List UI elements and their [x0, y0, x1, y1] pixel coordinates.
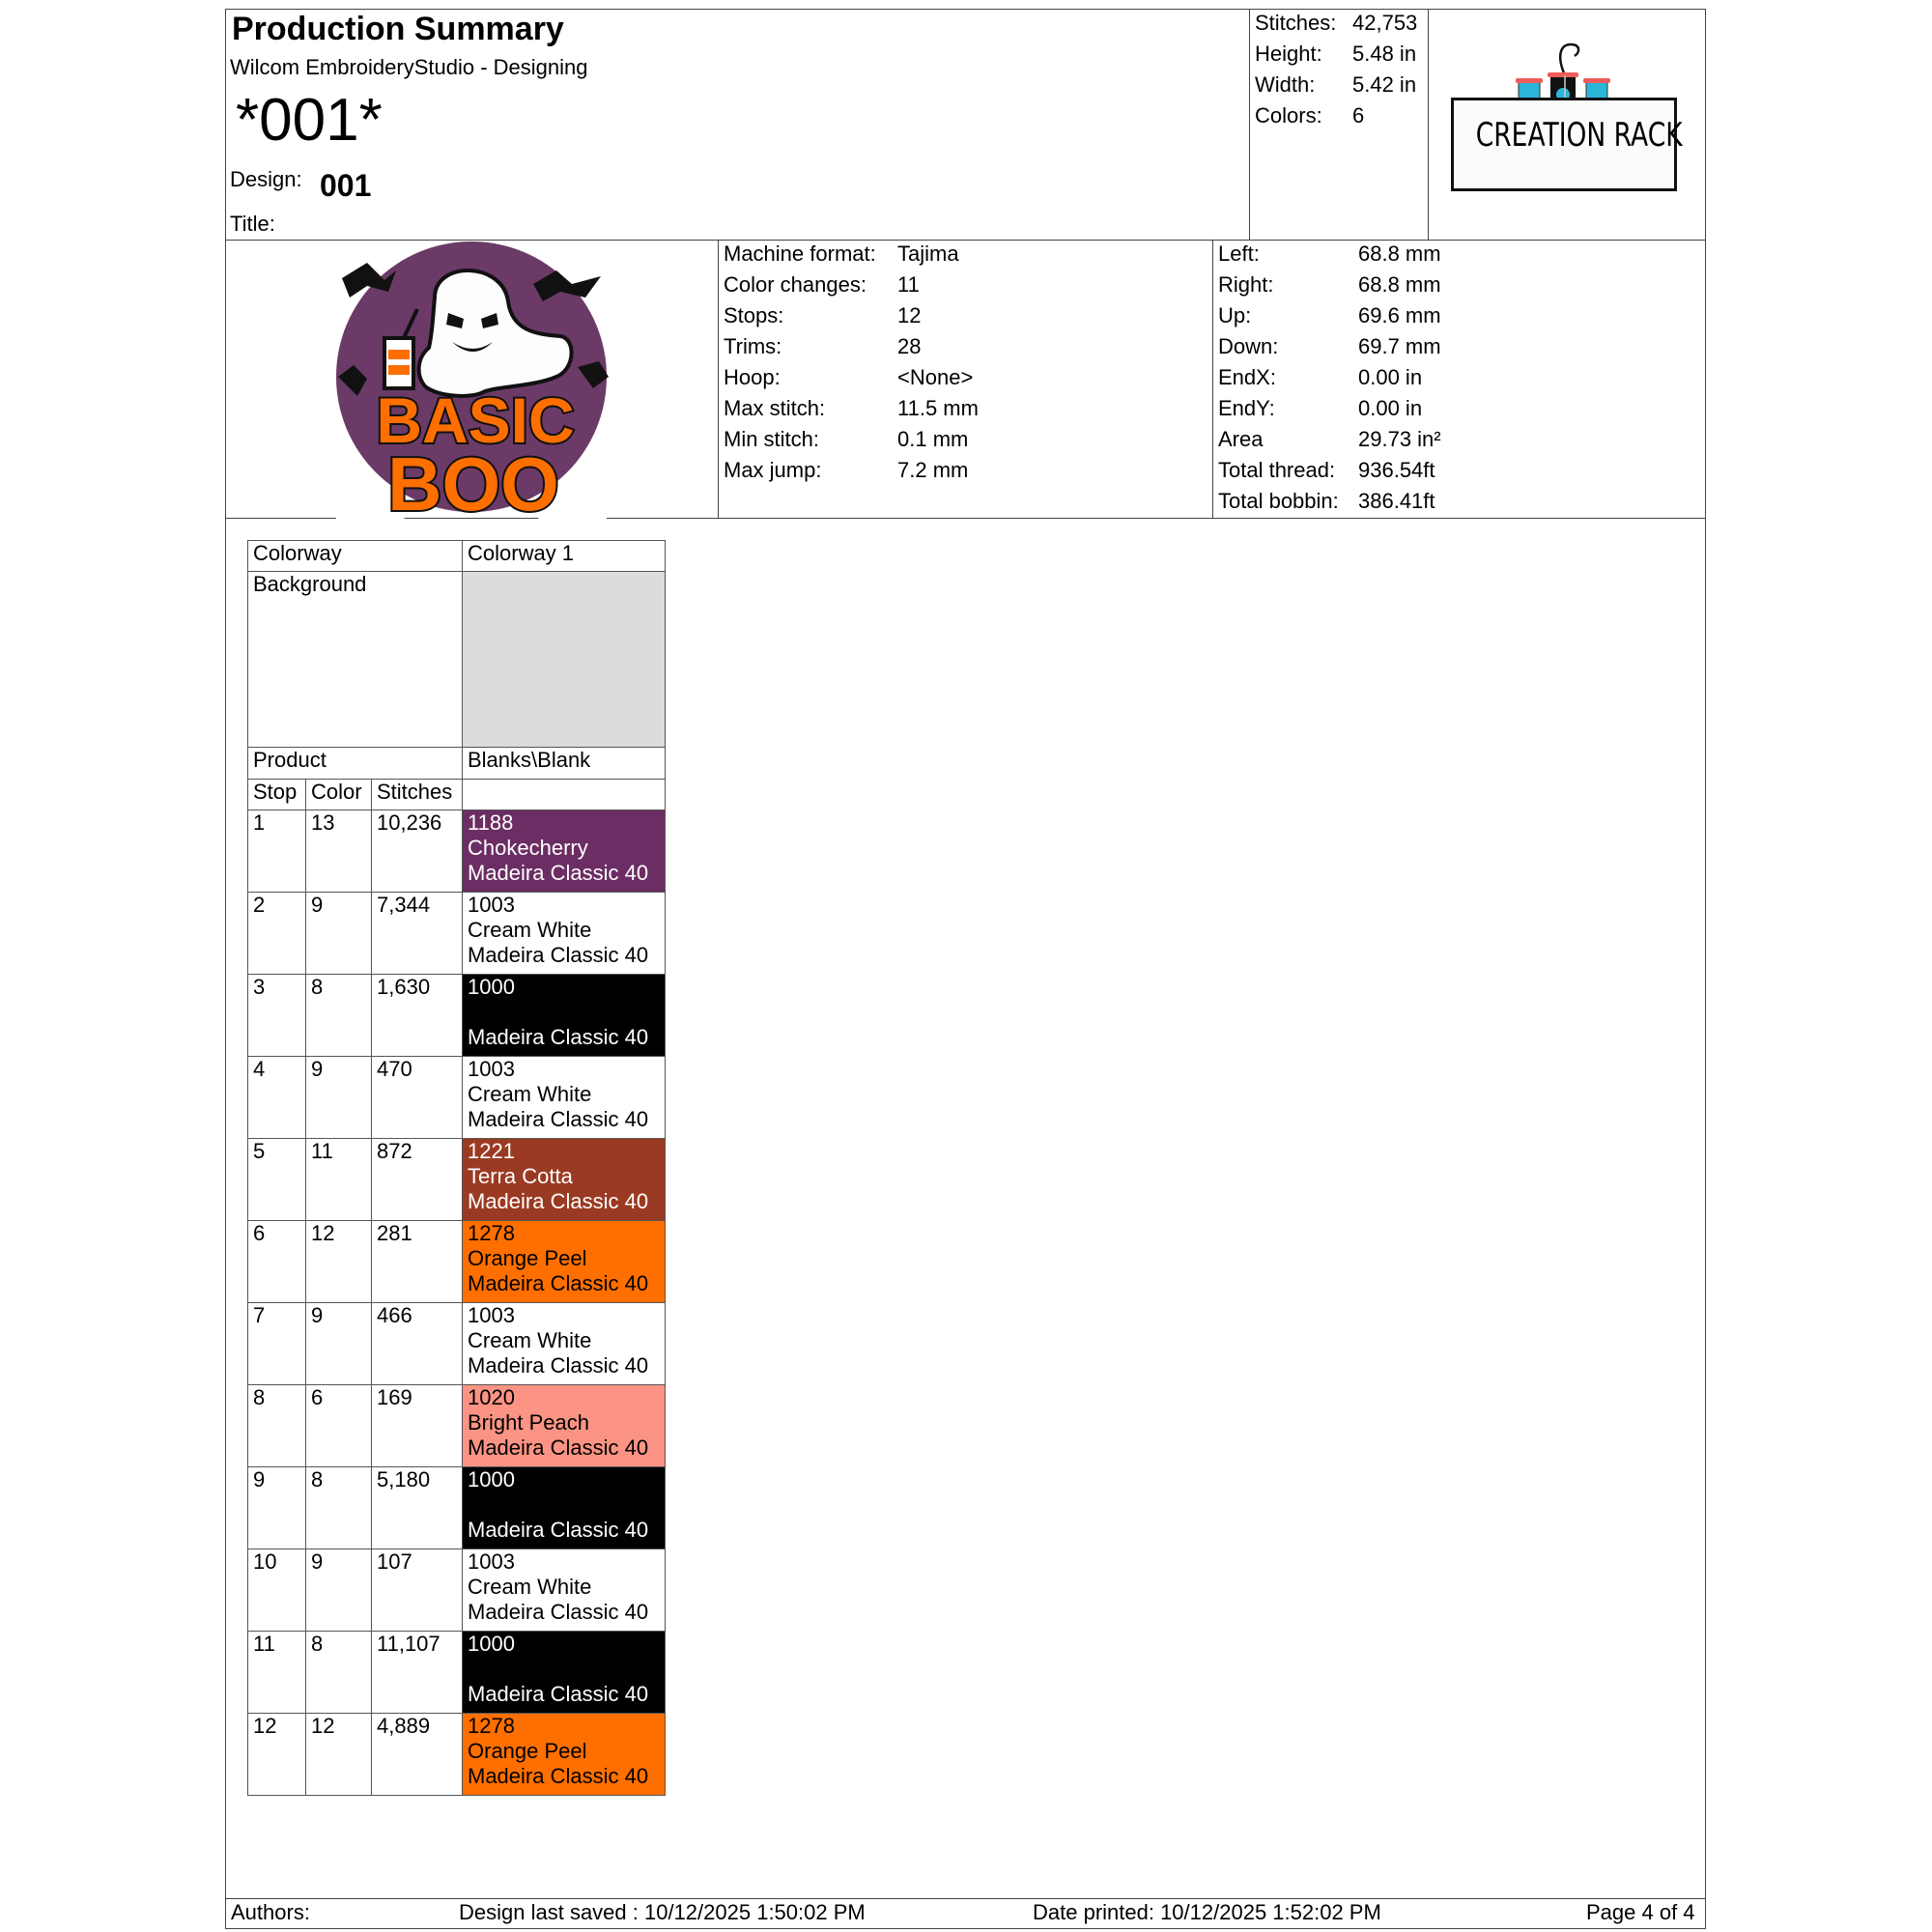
stat-label: Width:: [1255, 72, 1316, 97]
thread-color: 13: [306, 810, 372, 893]
thread-stop: 6: [248, 1221, 306, 1303]
extent-label: Right:: [1218, 272, 1274, 297]
thread-brand: Madeira Classic 40: [468, 943, 649, 967]
machine-info-label: Hoop:: [724, 365, 781, 389]
thread-swatch: [463, 1385, 666, 1467]
design-text-line2: BOO: [387, 441, 559, 522]
extent-value: 29.73 in²: [1358, 427, 1441, 451]
thread-brand: Madeira Classic 40: [468, 1025, 649, 1049]
thread-swatch: [463, 975, 666, 1057]
thread-brand: Madeira Classic 40: [468, 1189, 649, 1213]
background-swatch: [463, 572, 666, 748]
thread-name: Orange Peel: [468, 1739, 587, 1763]
stat-label: Colors:: [1255, 103, 1322, 128]
thread-row: [248, 1714, 666, 1796]
file-name: *001*: [236, 87, 383, 154]
col-stop-header: Stop: [248, 780, 306, 810]
thread-swatch: [463, 1714, 666, 1796]
machine-info-label: Machine format:: [724, 242, 876, 266]
thread-row: [248, 893, 666, 975]
thread-name: [468, 1492, 660, 1518]
stat-value: 5.42 in: [1352, 72, 1417, 97]
stat-value: 42,753: [1352, 11, 1418, 35]
thread-stop: 8: [248, 1385, 306, 1467]
footer-last-saved: Design last saved : 10/12/2025 1:50:02 PM: [459, 1900, 866, 1924]
thread-brand: Madeira Classic 40: [468, 1353, 649, 1378]
thread-color: 8: [306, 975, 372, 1057]
extent-value: 0.00 in: [1358, 365, 1423, 389]
thread-stitches: 466: [372, 1303, 463, 1385]
thread-row: [248, 1221, 666, 1303]
thread-color: 9: [306, 1549, 372, 1632]
thread-stop: 1: [248, 810, 306, 893]
thread-code: 1000: [468, 1632, 515, 1656]
thread-stop: 5: [248, 1139, 306, 1221]
machine-info-label: Max stitch:: [724, 396, 826, 420]
extent-value: 0.00 in: [1358, 396, 1423, 420]
thread-stitches: 107: [372, 1549, 463, 1632]
brand-logo-text: CREATION RACK: [1475, 116, 1683, 155]
thread-swatch: [463, 1467, 666, 1549]
thread-name: Cream White: [468, 1575, 592, 1599]
extent-value: 936.54ft: [1358, 458, 1435, 482]
design-label: Design:: [230, 167, 302, 191]
machine-info-value: 28: [897, 334, 922, 358]
thread-stop: 11: [248, 1632, 306, 1714]
product-label: Product: [248, 748, 463, 780]
colorway-name: Colorway 1: [463, 541, 666, 572]
machine-info-value: 12: [897, 303, 922, 327]
thread-row: [248, 1632, 666, 1714]
thread-color: 12: [306, 1714, 372, 1796]
thread-stop: 4: [248, 1057, 306, 1139]
extent-label: Up:: [1218, 303, 1252, 327]
thread-color: 9: [306, 1303, 372, 1385]
machine-info-value: <None>: [897, 365, 974, 389]
thread-stop: 12: [248, 1714, 306, 1796]
extent-label: Area: [1218, 427, 1264, 451]
extent-label: Down:: [1218, 334, 1279, 358]
machine-info-value: 0.1 mm: [897, 427, 969, 451]
thread-name: Terra Cotta: [468, 1164, 573, 1188]
thread-swatch: [463, 1139, 666, 1221]
thread-row: [248, 1303, 666, 1385]
thread-brand: Madeira Classic 40: [468, 1764, 649, 1788]
ghost-design-icon: [328, 242, 618, 522]
machine-info-value: 11.5 mm: [897, 396, 979, 420]
thread-stitches: 4,889: [372, 1714, 463, 1796]
thread-row: [248, 1057, 666, 1139]
report-title: Production Summary: [232, 11, 564, 47]
col-thread-header: [463, 780, 666, 810]
brand-logo: [1451, 39, 1683, 193]
thread-code: 1000: [468, 1467, 515, 1492]
thread-brand: Madeira Classic 40: [468, 1600, 649, 1624]
thread-stitches: 281: [372, 1221, 463, 1303]
thread-color: 8: [306, 1467, 372, 1549]
machine-info-value: 11: [897, 272, 920, 297]
thread-stitches: 5,180: [372, 1467, 463, 1549]
machine-info-value: 7.2 mm: [897, 458, 969, 482]
thread-stop: 7: [248, 1303, 306, 1385]
machine-info-label: Stops:: [724, 303, 784, 327]
thread-name: Cream White: [468, 1328, 592, 1352]
thread-code: 1003: [468, 1549, 515, 1574]
thread-stitches: 10,236: [372, 810, 463, 893]
footer-authors: Authors:: [231, 1900, 310, 1924]
background-row: [248, 572, 666, 748]
thread-stop: 3: [248, 975, 306, 1057]
stat-value: 5.48 in: [1352, 42, 1417, 66]
software-subtitle: Wilcom EmbroideryStudio - Designing: [230, 55, 588, 79]
thread-name: [468, 1657, 660, 1682]
stat-label: Stitches:: [1255, 11, 1337, 35]
machine-info-label: Max jump:: [724, 458, 822, 482]
thread-stitches: 1,630: [372, 975, 463, 1057]
thread-color: 12: [306, 1221, 372, 1303]
thread-stitches: 11,107: [372, 1632, 463, 1714]
extent-value: 68.8 mm: [1358, 272, 1441, 297]
thread-name: Bright Peach: [468, 1410, 589, 1435]
column-header-row: [248, 780, 666, 810]
thread-stitches: 7,344: [372, 893, 463, 975]
thread-row: [248, 1549, 666, 1632]
thread-name: Cream White: [468, 1082, 592, 1106]
col-color-header: Color: [306, 780, 372, 810]
thread-name: Chokecherry: [468, 836, 588, 860]
header-divider: [225, 240, 1706, 241]
thread-name: [468, 1000, 660, 1025]
thread-code: 1278: [468, 1714, 515, 1738]
thread-code: 1003: [468, 1057, 515, 1081]
thread-color: 9: [306, 1057, 372, 1139]
thread-color: 9: [306, 893, 372, 975]
design-value: 001: [320, 168, 372, 203]
thread-brand: Madeira Classic 40: [468, 1107, 649, 1131]
stats-divider: [1249, 9, 1250, 240]
extent-label: Total thread:: [1218, 458, 1336, 482]
thread-swatch: [463, 1632, 666, 1714]
machine-info-label: Trims:: [724, 334, 782, 358]
design-preview: [328, 242, 618, 522]
thread-code: 1003: [468, 893, 515, 917]
extent-value: 386.41ft: [1358, 489, 1435, 513]
thread-row: [248, 1385, 666, 1467]
footer-page-number: Page 4 of 4: [1586, 1900, 1695, 1924]
colorway-label: Colorway: [248, 541, 463, 572]
design-text-line1: BASIC: [376, 384, 575, 456]
extents-divider: [1212, 240, 1213, 518]
machine-info-label: Color changes:: [724, 272, 867, 297]
product-row: [248, 748, 666, 780]
extent-label: EndY:: [1218, 396, 1275, 420]
thread-code: 1278: [468, 1221, 515, 1245]
thread-name: Orange Peel: [468, 1246, 587, 1270]
thread-brand: Madeira Classic 40: [468, 1435, 649, 1460]
thread-code: 1003: [468, 1303, 515, 1327]
thread-brand: Madeira Classic 40: [468, 1518, 649, 1542]
colorway-table: [247, 540, 666, 1796]
thread-stitches: 169: [372, 1385, 463, 1467]
footer-date-printed: Date printed: 10/12/2025 1:52:02 PM: [1033, 1900, 1381, 1924]
extent-label: Left:: [1218, 242, 1260, 266]
thread-stop: 10: [248, 1549, 306, 1632]
thread-swatch: [463, 1303, 666, 1385]
extent-value: 69.7 mm: [1358, 334, 1441, 358]
thread-color: 8: [306, 1632, 372, 1714]
thread-spools-icon: [1451, 39, 1677, 106]
thread-color: 11: [306, 1139, 372, 1221]
background-label: Background: [248, 572, 463, 748]
thread-stop: 9: [248, 1467, 306, 1549]
thread-swatch: [463, 1221, 666, 1303]
extent-value: 69.6 mm: [1358, 303, 1441, 327]
thread-brand: Madeira Classic 40: [468, 1682, 649, 1706]
thread-brand: Madeira Classic 40: [468, 1271, 649, 1295]
thread-code: 1000: [468, 975, 515, 999]
title-label: Title:: [230, 212, 275, 236]
thread-stop: 2: [248, 893, 306, 975]
thread-name: Cream White: [468, 918, 592, 942]
thread-row: [248, 1467, 666, 1549]
thread-row: [248, 1139, 666, 1221]
thread-row: [248, 810, 666, 893]
thread-swatch: [463, 1057, 666, 1139]
thread-code: 1221: [468, 1139, 515, 1163]
machine-info-value: Tajima: [897, 242, 959, 266]
product-value: Blanks\Blank: [463, 748, 666, 780]
thread-color: 6: [306, 1385, 372, 1467]
brand-divider: [1428, 9, 1429, 240]
stat-label: Height:: [1255, 42, 1322, 66]
machine-info-label: Min stitch:: [724, 427, 820, 451]
stat-value: 6: [1352, 103, 1365, 128]
thread-code: 1020: [468, 1385, 515, 1409]
thread-swatch: [463, 893, 666, 975]
extent-value: 68.8 mm: [1358, 242, 1441, 266]
footer-divider: [225, 1898, 1706, 1899]
thread-swatch: [463, 1549, 666, 1632]
thread-code: 1188: [468, 810, 514, 835]
extent-label: Total bobbin:: [1218, 489, 1339, 513]
thread-stitches: 470: [372, 1057, 463, 1139]
thread-brand: Madeira Classic 40: [468, 861, 649, 885]
colorway-header-row: [248, 541, 666, 572]
thread-stitches: 872: [372, 1139, 463, 1221]
thread-swatch: [463, 810, 666, 893]
extent-label: EndX:: [1218, 365, 1276, 389]
thread-row: [248, 975, 666, 1057]
machine-divider: [718, 240, 719, 518]
col-stitches-header: Stitches: [372, 780, 463, 810]
